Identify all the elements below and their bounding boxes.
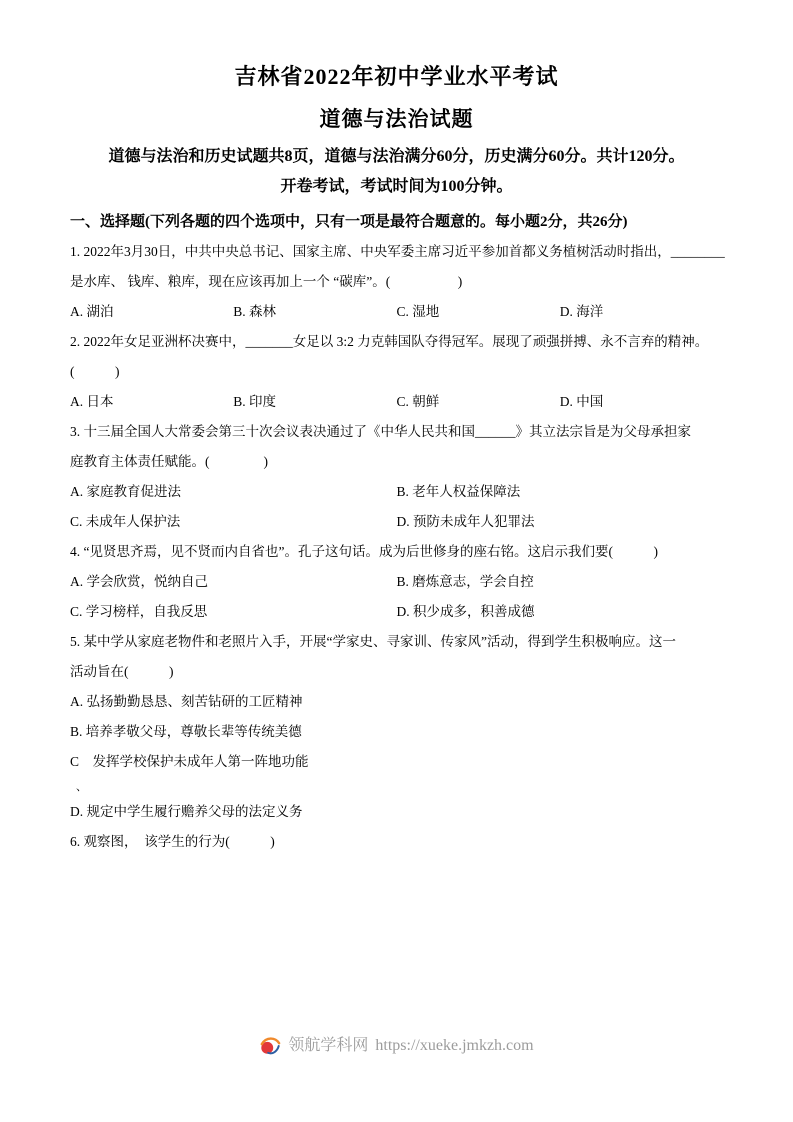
question-4-option-a: A. 学会欣赏，悦纳自己 bbox=[70, 574, 208, 589]
question-4-option-d: D. 积少成多，积善成德 bbox=[396, 604, 535, 619]
question-5 bbox=[70, 627, 723, 827]
question-4-option-c: C. 学习榜样，自我反思 bbox=[70, 604, 208, 619]
question-1-stem-line-2: 是水库、 钱库、粮库，现在应该再加上一个 “碳库”。( ) bbox=[70, 274, 463, 289]
site-logo-icon bbox=[259, 1035, 281, 1057]
question-5-stem-line-1: 5. 某中学从家庭老物件和老照片入手，开展“学家史、寻家训、传家风”活动，得到学生积极响应。这一 bbox=[70, 634, 676, 649]
exam-notice-line-1: 道德与法治和历史试题共8页，道德与法治满分60分，历史满分60分。共计120分。 bbox=[108, 148, 685, 165]
question-6-stem-line-1: 6. 观察图， 该学生的行为( ) bbox=[70, 834, 275, 849]
question-1-option-a: A. 湖泊 bbox=[70, 304, 114, 319]
question-6 bbox=[70, 827, 723, 857]
question-3-stem-line-2: 庭教育主体责任赋能。( ) bbox=[70, 454, 268, 469]
question-4-options-row-2 bbox=[70, 597, 723, 627]
question-5-stem-line-2: 活动旨在( ) bbox=[70, 664, 174, 679]
question-1-option-d: D. 海洋 bbox=[559, 304, 604, 319]
question-3-option-a: A. 家庭教育促进法 bbox=[70, 484, 181, 499]
question-3-option-b: B. 老年人权益保障法 bbox=[396, 484, 521, 499]
question-1-options bbox=[70, 297, 723, 327]
question-2-options bbox=[70, 387, 723, 417]
question-3 bbox=[70, 417, 723, 537]
question-2 bbox=[70, 327, 723, 417]
question-2-option-d: D. 中国 bbox=[559, 394, 604, 409]
question-2-option-b: B. 印度 bbox=[233, 394, 277, 409]
question-1 bbox=[70, 237, 723, 327]
question-2-option-a: A. 日本 bbox=[70, 394, 114, 409]
question-4-option-b: B. 磨炼意志，学会自控 bbox=[396, 574, 534, 589]
question-1-option-c: C. 湿地 bbox=[396, 304, 440, 319]
question-3-stem-line-1: 3. 十三届全国人大常委会第三十次会议表决通过了《中华人民共和国______》其立法宗旨是为父母承担家 bbox=[70, 424, 691, 439]
question-4 bbox=[70, 537, 723, 627]
exam-notice-line-2: 开卷考试，考试时间为100分钟。 bbox=[280, 178, 513, 195]
stray-mark: 、 bbox=[76, 781, 87, 793]
question-5-option-b: B. 培养孝敬父母，尊敬长辈等传统美德 bbox=[70, 724, 302, 739]
page-title: 吉林省2022年初中学业水平考试 bbox=[234, 64, 559, 89]
question-4-stem-line-1: 4. “见贤思齐焉，见不贤而内自省也”。孔子这句话。成为后世修身的座右铭。这启示我们要( ) bbox=[70, 544, 658, 559]
question-1-stem-line-1: 1. 2022年3月30日，中共中央总书记、国家主席、中央军委主席习近平参加首都义务植树活动时指出，________ bbox=[70, 244, 725, 259]
question-5-option-c: C 发挥学校保护未成年人第一阵地功能 bbox=[70, 754, 309, 769]
question-2-stem-line-2: ( ) bbox=[70, 364, 120, 379]
footer-watermark bbox=[0, 1034, 793, 1058]
question-3-option-c: C. 未成年人保护法 bbox=[70, 514, 181, 529]
page-subtitle: 道德与法治试题 bbox=[319, 107, 474, 131]
question-2-stem-line-1: 2. 2022年女足亚洲杯决赛中，_______女足以 3:2 力克韩国队夺得冠军。展现了顽强拼搏、永不言弃的精神。 bbox=[70, 334, 709, 349]
section-one-heading: 一、选择题(下列各题的四个选项中，只有一项是最符合题意的。每小题2分，共26分) bbox=[70, 214, 628, 230]
question-1-option-b: B. 森林 bbox=[233, 304, 277, 319]
question-5-option-d: D. 规定中学生履行赡养父母的法定义务 bbox=[70, 804, 303, 819]
site-name: 领航学科网 bbox=[288, 1037, 369, 1054]
site-url: https://xueke.jmkzh.com bbox=[375, 1037, 534, 1054]
question-2-option-c: C. 朝鲜 bbox=[396, 394, 440, 409]
question-4-options-row-1 bbox=[70, 567, 723, 597]
question-5-option-a: A. 弘扬勤勤恳恳、刻苦钻研的工匠精神 bbox=[70, 694, 303, 709]
question-3-option-d: D. 预防未成年人犯罪法 bbox=[396, 514, 535, 529]
question-3-options-row-2 bbox=[70, 507, 723, 537]
question-3-options-row-1 bbox=[70, 477, 723, 507]
